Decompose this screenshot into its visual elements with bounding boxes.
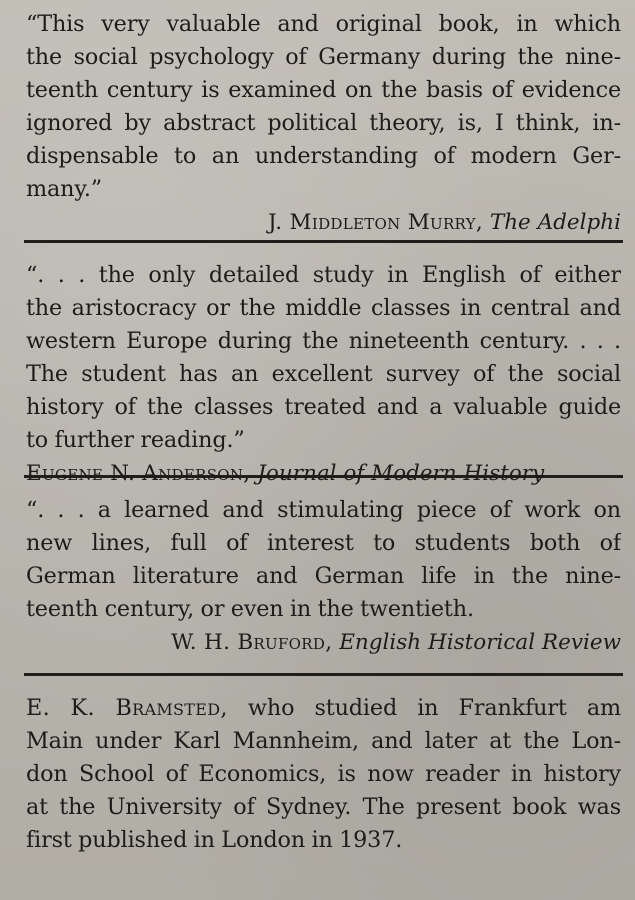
review-murry <box>26 8 621 240</box>
bio-line <box>26 692 621 725</box>
quote-line: teenth century, or even in the twentieth. <box>26 596 474 622</box>
author-name: E. K. Bramsted, <box>26 695 228 721</box>
reviewer-name: J. Middleton Murry, <box>268 210 484 235</box>
quote-line: teenth century is examined on the basis of evidence <box>26 77 621 103</box>
review-bruford <box>26 478 621 673</box>
reviewer-name: W. H. Bruford, <box>171 630 333 655</box>
bio-line-text: who studied in Frankfurt am <box>247 695 621 721</box>
bio-line: first published in London in 1937. <box>26 827 403 853</box>
publication-name: English Historical Review <box>339 630 621 655</box>
review-attribution <box>26 206 621 239</box>
review-anderson <box>26 243 621 486</box>
quote-line: The student has an excellent survey of the social <box>26 361 621 387</box>
quote-line: “This very valuable and original book, in which <box>26 11 621 37</box>
quote-line: many.” <box>26 176 103 202</box>
quote-line: ignored by abstract political theory, is, I think, in- <box>26 110 621 136</box>
quote-line: to further reading.” <box>26 427 245 453</box>
author-bio <box>26 676 621 857</box>
reviewer-name: Eugene N. Anderson, <box>26 461 251 486</box>
quote-line: the social psychology of Germany during the nine- <box>26 44 621 70</box>
review-quote <box>26 8 621 206</box>
bio-line: at the University of Sydney. The present book was <box>26 794 621 820</box>
review-quote <box>26 259 621 457</box>
quote-line: “. . . a learned and stimulating piece of work on <box>26 497 621 523</box>
quote-line: new lines, full of interest to students both of <box>26 530 621 556</box>
bio-line: don School of Economics, is now reader in history <box>26 761 621 787</box>
review-attribution <box>26 626 621 659</box>
quote-line: dispensable to an understanding of modern Ger- <box>26 143 621 169</box>
quote-line: history of the classes treated and a valuable guide <box>26 394 621 420</box>
quote-line: western Europe during the nineteenth century. . . . <box>26 328 621 354</box>
bio-line: Main under Karl Mannheim, and later at the Lon- <box>26 728 621 754</box>
quote-line: German literature and German life in the nine- <box>26 563 621 589</box>
quote-line: “. . . the only detailed study in English of either <box>26 262 621 288</box>
bio-text <box>26 692 621 857</box>
publication-name: The Adelphi <box>489 210 621 235</box>
quote-line: the aristocracy or the middle classes in central and <box>26 295 621 321</box>
review-quote <box>26 494 621 626</box>
publication-name: Journal of Modern History <box>257 461 545 486</box>
